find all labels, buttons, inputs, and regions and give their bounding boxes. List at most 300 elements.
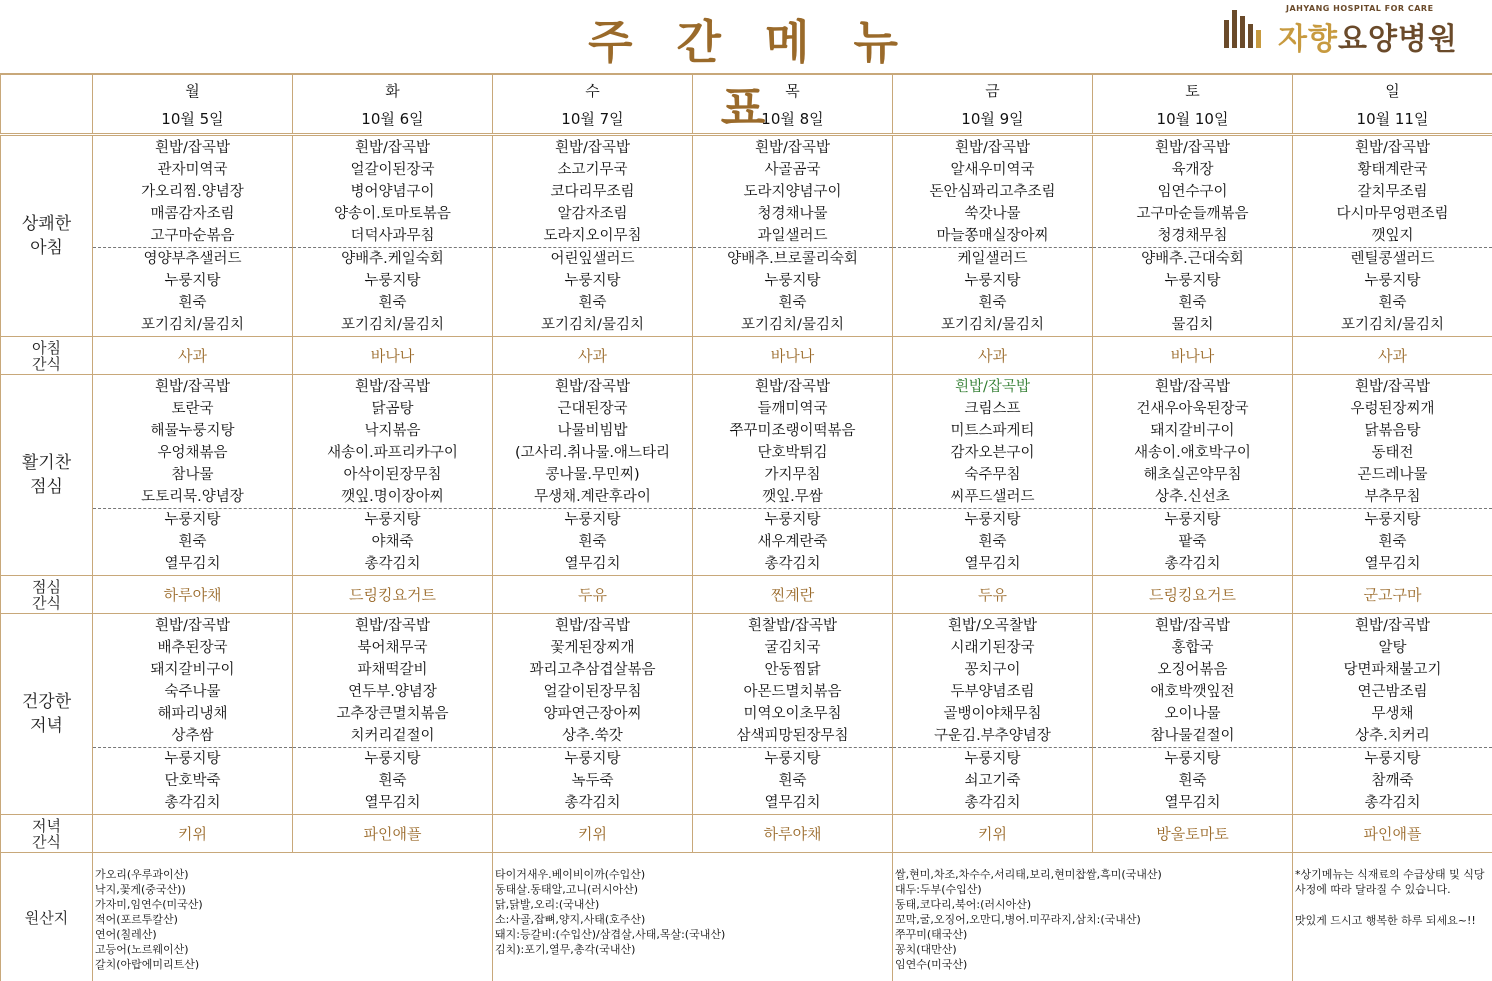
menu-item: 포기김치/물김치: [1341, 317, 1444, 333]
menu-item: 돈안심꽈리고추조림: [929, 184, 1056, 200]
menu-item: 케일샐러드: [957, 251, 1028, 267]
menu-item: 안동찜닭: [764, 662, 821, 678]
breakfast-cell: [1093, 135, 1293, 337]
day-of-week: 월: [185, 82, 200, 100]
label-line: 간식: [32, 354, 61, 373]
menu-item: 흰밥/잡곡밥: [555, 618, 630, 634]
menu-item: 양송이.토마토볶음: [334, 206, 451, 222]
menu-item: 건새우아욱된장국: [1136, 401, 1249, 417]
menu-item: 팥죽: [1178, 534, 1207, 550]
menu-item: 깻잎.명이장아찌: [341, 489, 444, 505]
label-line: 아침: [30, 238, 63, 258]
dinner-cell: [693, 614, 893, 815]
menu-item: 흰죽: [778, 773, 807, 789]
menu-item: 누룽지탕: [1164, 273, 1221, 289]
menu-item: 얼갈이된장국: [350, 162, 435, 178]
menu-item: 배추된장국: [157, 640, 228, 656]
menu-item: 열무김치: [764, 795, 821, 811]
dinner-cell: [1293, 614, 1492, 815]
origin-line: 가자미,임연수(미국산): [95, 898, 203, 911]
menu-item: 도라지양념구이: [743, 184, 842, 200]
menu-item: 열무김치: [564, 556, 621, 572]
menu-item: 누룽지탕: [764, 273, 821, 289]
menu-item: 흰죽: [378, 295, 407, 311]
label-line: 저녁: [32, 816, 61, 835]
menu-item: 흰밥/잡곡밥: [755, 379, 830, 395]
menu-item: 파채떡갈비: [357, 662, 428, 678]
menu-item: 새송이.파프리카구이: [327, 445, 458, 461]
menu-item: 당면파채불고기: [1343, 662, 1442, 678]
menu-item: 포기김치/물김치: [741, 317, 844, 333]
menu-item: 황태계란국: [1357, 162, 1428, 178]
menu-item: 누룽지탕: [1164, 751, 1221, 767]
menu-item: 시래기된장국: [950, 640, 1035, 656]
menu-item: 총각김치: [164, 795, 221, 811]
menu-item: 녹두죽: [571, 773, 614, 789]
menu-item: 흰죽: [178, 295, 207, 311]
snack_ev-cell: [1293, 815, 1492, 853]
menu-item: 아몬드멸치볶음: [743, 684, 842, 700]
menu-item: 총각김치: [364, 556, 421, 572]
menu-item: 누룽지탕: [1164, 512, 1221, 528]
origin-line: 소:사골,잡뼈,양지,사태(호주산): [495, 913, 646, 926]
menu-item: 총각김치: [964, 795, 1021, 811]
menu-item: 고추장큰멸치볶음: [336, 706, 449, 722]
menu-item: 포기김치/물김치: [341, 317, 444, 333]
menu-item: 흰죽: [978, 295, 1007, 311]
menu-item: 사골곰국: [764, 162, 821, 178]
menu-item: 누룽지탕: [1364, 751, 1421, 767]
logo-subtitle: JAHYANG HOSPITAL FOR CARE: [1286, 4, 1434, 13]
menu-item: 해물누룽지탕: [150, 423, 235, 439]
day-header: [493, 75, 693, 135]
menu-item: 흰밥/잡곡밥: [755, 140, 830, 156]
menu-item: 단호박죽: [164, 773, 221, 789]
menu-item: 흰죽: [1178, 295, 1207, 311]
day-header: [293, 75, 493, 135]
menu-item: 양파연근장아찌: [543, 706, 642, 722]
menu-item: 누룽지탕: [964, 512, 1021, 528]
menu-item: 쇠고기죽: [964, 773, 1021, 789]
menu-item: 얼갈이된장무침: [543, 684, 642, 700]
snack-item: 드링킹요거트: [1149, 586, 1236, 604]
menu-item: 가오리찜.양념장: [141, 184, 244, 200]
day-header: [1293, 75, 1492, 135]
menu-item: 꽁치구이: [964, 662, 1021, 678]
label-line: 간식: [32, 593, 61, 612]
label-line: 점심: [30, 477, 63, 497]
snack-item: 바나나: [370, 347, 415, 365]
menu-item: 삼색피망된장무침: [736, 728, 849, 744]
origin-line: 꼬막,굴,오징어,오만디,병어.미꾸라지,삼치:(국내산): [895, 913, 1141, 926]
label-line: 활기찬: [21, 453, 72, 473]
menu-item: 총각김치: [1164, 556, 1221, 572]
origin-col2: [493, 853, 893, 981]
snack-item: 파인애플: [1363, 825, 1422, 843]
snack-item: 하루야채: [163, 586, 222, 604]
menu-item: 나물비빔밥: [557, 423, 628, 439]
menu-item: 누룽지탕: [364, 512, 421, 528]
menu-item: 영양부추샐러드: [143, 251, 242, 267]
weekly-menu-table: [0, 74, 1492, 981]
menu-item: 양배추.브로콜리숙회: [727, 251, 858, 267]
menu-item: 미역오이초무침: [743, 706, 842, 722]
menu-item: 렌틸콩샐러드: [1350, 251, 1435, 267]
logo-name: [1278, 14, 1458, 58]
menu-item: 양배추.근대숙회: [1141, 251, 1244, 267]
origin-line: 고등어(노르웨이산): [95, 943, 189, 956]
menu-item: 아삭이된장무침: [343, 467, 442, 483]
menu-item: 흰밥/오곡찰밥: [948, 618, 1037, 634]
day-header: [893, 75, 1093, 135]
lunch-cell: [493, 375, 693, 576]
breakfast-cell: [293, 135, 493, 337]
menu-item: (고사리.취나물.애느타리: [515, 445, 670, 461]
menu-item: 연근밤조림: [1357, 684, 1428, 700]
spacer: [1295, 897, 1490, 913]
label-line: 간식: [32, 832, 61, 851]
origin-col3: [893, 853, 1293, 981]
menu-item: 누룽지탕: [964, 751, 1021, 767]
lunch-cell: [293, 375, 493, 576]
menu-item: 구운김.부추양념장: [934, 728, 1051, 744]
snack_pm-row: [1, 576, 1492, 614]
menu-item: 쑥갓나물: [964, 206, 1021, 222]
dinner-cell: [1093, 614, 1293, 815]
menu-item: 흰죽: [978, 534, 1007, 550]
menu-item: 누룽지탕: [564, 512, 621, 528]
menu-item: 누룽지탕: [564, 273, 621, 289]
snack_pm-label: [1, 576, 93, 614]
menu-item: 동태전: [1371, 445, 1414, 461]
day-date: 10월 5일: [161, 110, 224, 128]
breakfast-cell: [893, 135, 1093, 337]
day-header: [693, 75, 893, 135]
breakfast-row: [1, 135, 1492, 337]
menu-item: 흰밥/잡곡밥: [955, 140, 1030, 156]
snack-item: 방울토마토: [1156, 825, 1229, 843]
menu-item: 꽃게된장찌개: [550, 640, 635, 656]
menu-item: 무생채.계란후라이: [534, 489, 651, 505]
snack-item: 찐계란: [770, 586, 815, 604]
menu-item: 숙주나물: [164, 684, 221, 700]
menu-item: 흰밥/잡곡밥: [155, 618, 230, 634]
corner-cell: [1, 75, 93, 135]
menu-item: 총각김치: [764, 556, 821, 572]
origin-line: 동태살.동태알,고니(러시아산): [495, 883, 639, 896]
origin-line: 가오리(우루과이산): [95, 868, 189, 881]
day-of-week: 목: [785, 82, 800, 100]
menu-item: 열무김치: [1364, 556, 1421, 572]
menu-item: 낙지볶음: [364, 423, 421, 439]
menu-item: 소고기무국: [557, 162, 628, 178]
dinner-cell: [93, 614, 293, 815]
dinner-cell: [893, 614, 1093, 815]
label-line: 건강한: [21, 692, 72, 712]
snack-item: 파인애플: [363, 825, 422, 843]
snack_am-row: [1, 337, 1492, 375]
snack_am-cell: [893, 337, 1093, 375]
notice-cell: [1293, 853, 1492, 981]
snack-item: 키위: [978, 825, 1007, 843]
label-line: 저녁: [30, 716, 63, 736]
day-of-week: 화: [385, 82, 400, 100]
day-date: 10월 6일: [361, 110, 424, 128]
menu-item: 흰밥/잡곡밥: [1155, 140, 1230, 156]
menu-item: 흰밥/잡곡밥: [355, 618, 430, 634]
menu-item: 흰죽: [1178, 773, 1207, 789]
menu-item: 고구마순볶음: [150, 228, 235, 244]
label-line: 점심: [32, 577, 61, 596]
menu-item: 청경채나물: [757, 206, 828, 222]
snack_pm-cell: [293, 576, 493, 614]
menu-item: 더덕사과무침: [350, 228, 435, 244]
dinner-row: [1, 614, 1492, 815]
menu-item: 흰죽: [1378, 295, 1407, 311]
menu-item: 알감자조림: [557, 206, 628, 222]
dinner-cell: [293, 614, 493, 815]
menu-item: 연두부.양념장: [348, 684, 437, 700]
menu-item: 누룽지탕: [764, 751, 821, 767]
menu-item: 홍합국: [1171, 640, 1214, 656]
day-header: [93, 75, 293, 135]
menu-item: 흰밥/잡곡밥: [155, 379, 230, 395]
menu-item: 관자미역국: [157, 162, 228, 178]
menu-item: 참나물: [171, 467, 214, 483]
breakfast-label: [1, 135, 93, 337]
menu-item: 흰죽: [778, 295, 807, 311]
menu-item: 다시마무엉편조림: [1336, 206, 1449, 222]
menu-item: 참깨죽: [1371, 773, 1414, 789]
snack-item: 하루야채: [763, 825, 822, 843]
logo-bars-icon: [1222, 6, 1266, 50]
hospital-logo: [1222, 4, 1484, 57]
day-of-week: 일: [1385, 82, 1400, 100]
origin-col1: [93, 853, 493, 981]
menu-item: 청경채무침: [1157, 228, 1228, 244]
label-line: 상쾌한: [21, 214, 72, 234]
snack_pm-cell: [1093, 576, 1293, 614]
snack_pm-cell: [893, 576, 1093, 614]
menu-item: 흰죽: [578, 295, 607, 311]
menu-item: 누룽지탕: [1364, 512, 1421, 528]
menu-item: 병어양념구이: [350, 184, 435, 200]
menu-item: 양배추.케일숙회: [341, 251, 444, 267]
day-date: 10월 9일: [961, 110, 1024, 128]
menu-item: 쭈꾸미조랭이떡볶음: [729, 423, 856, 439]
menu-item: 골뱅이야채무침: [943, 706, 1042, 722]
snack_ev-cell: [1093, 815, 1293, 853]
menu-item: 오징어볶음: [1157, 662, 1228, 678]
menu-item: 단호박튀김: [757, 445, 828, 461]
snack-item: 사과: [1378, 347, 1407, 365]
menu-item: 물김치: [1171, 317, 1214, 333]
menu-item: 총각김치: [564, 795, 621, 811]
day-date: 10월 11일: [1356, 110, 1429, 128]
snack_am-cell: [493, 337, 693, 375]
menu-item: 알새우미역국: [950, 162, 1035, 178]
snack_pm-cell: [493, 576, 693, 614]
menu-item: 상추.신선초: [1155, 489, 1230, 505]
menu-item: 숙주무침: [964, 467, 1021, 483]
menu-item: 매콤감자조림: [150, 206, 235, 222]
menu-item: 흰밥/잡곡밥: [955, 379, 1030, 395]
menu-item: 누룽지탕: [164, 512, 221, 528]
lunch-cell: [93, 375, 293, 576]
menu-item: 누룽지탕: [164, 751, 221, 767]
menu-item: 우렁된장찌개: [1350, 401, 1435, 417]
menu-item: 누룽지탕: [364, 751, 421, 767]
origin-line: 임연수(미국산): [895, 958, 968, 971]
menu-item: 흰밥/잡곡밥: [1155, 379, 1230, 395]
menu-item: 두부양념조림: [950, 684, 1035, 700]
menu-item: 흰밥/잡곡밥: [1355, 618, 1430, 634]
menu-item: 흰밥/잡곡밥: [355, 379, 430, 395]
menu-item: 굴김치국: [764, 640, 821, 656]
menu-item: 흰밥/잡곡밥: [155, 140, 230, 156]
menu-item: 열무김치: [164, 556, 221, 572]
menu-item: 가지무침: [764, 467, 821, 483]
snack_ev-row: [1, 815, 1492, 853]
menu-item: 흰찰밥/잡곡밥: [748, 618, 837, 634]
lunch-cell: [1093, 375, 1293, 576]
menu-item: 흰밥/잡곡밥: [1355, 379, 1430, 395]
menu-item: 흰죽: [378, 773, 407, 789]
menu-item: 흰죽: [1378, 534, 1407, 550]
snack-item: 바나나: [1170, 347, 1215, 365]
snack_am-cell: [693, 337, 893, 375]
menu-item: 흰밥/잡곡밥: [1355, 140, 1430, 156]
day-header: [1093, 75, 1293, 135]
snack_ev-cell: [693, 815, 893, 853]
snack_am-cell: [93, 337, 293, 375]
menu-item: 누룽지탕: [1364, 273, 1421, 289]
menu-item: 코다리무조림: [550, 184, 635, 200]
menu-item: 닭곰탕: [371, 401, 414, 417]
origin-line: 타이거새우.베이비이까(수입산): [495, 868, 646, 881]
menu-item: 과일샐러드: [757, 228, 828, 244]
origin-line: 닭,닭발,오리:(국내산): [495, 898, 600, 911]
menu-item: 꽈리고추삼겹살볶음: [529, 662, 656, 678]
menu-item: 흰밥/잡곡밥: [355, 140, 430, 156]
snack-item: 바나나: [770, 347, 815, 365]
menu-item: 오이나물: [1164, 706, 1221, 722]
menu-item: 무생채: [1371, 706, 1414, 722]
day-of-week: 토: [1185, 82, 1200, 100]
menu-item: 고구마순들깨볶음: [1136, 206, 1249, 222]
menu-item: 새송이.애호박구이: [1134, 445, 1251, 461]
menu-item: 마늘쫑매실장아찌: [936, 228, 1049, 244]
snack_ev-cell: [293, 815, 493, 853]
day-of-week: 금: [985, 82, 1000, 100]
menu-item: 열무김치: [1164, 795, 1221, 811]
snack-item: 키위: [178, 825, 207, 843]
menu-item: 크림스프: [964, 401, 1021, 417]
menu-item: 어린잎샐러드: [550, 251, 635, 267]
notice-text: *상기메뉴는 식재료의 수급상태 및 식당 사정에 따라 달라질 수 있습니다.: [1295, 868, 1485, 896]
menu-item: 임연수구이: [1157, 184, 1228, 200]
menu-item: 깻잎.무쌈: [762, 489, 823, 505]
menu-item: 누룽지탕: [164, 273, 221, 289]
breakfast-cell: [693, 135, 893, 337]
menu-item: 치커리겉절이: [350, 728, 435, 744]
menu-item: 누룽지탕: [564, 751, 621, 767]
snack-item: 두유: [578, 586, 607, 604]
menu-item: 돼지갈비구이: [150, 662, 235, 678]
snack-item: 키위: [578, 825, 607, 843]
menu-item: 참나물겉절이: [1150, 728, 1235, 744]
snack_am-label: [1, 337, 93, 375]
menu-item: 콩나물.무민찌): [545, 467, 640, 483]
snack-item: 드링킹요거트: [349, 586, 436, 604]
menu-item: 열무김치: [364, 795, 421, 811]
snack_pm-cell: [93, 576, 293, 614]
day-of-week: 수: [585, 82, 600, 100]
snack-item: 군고구마: [1363, 586, 1422, 604]
snack_am-cell: [1293, 337, 1492, 375]
origin-line: 갈치(아랍에미리트산): [95, 958, 200, 971]
snack-item: 사과: [178, 347, 207, 365]
menu-item: 야채죽: [371, 534, 414, 550]
day-header-row: [1, 75, 1492, 135]
origin-line: 동태,코다리,북어:(러시아산): [895, 898, 1032, 911]
dinner-cell: [493, 614, 693, 815]
menu-item: 부추무침: [1364, 489, 1421, 505]
menu-item: 육개장: [1171, 162, 1214, 178]
origin-line: 쌀,현미,차조,차수수,서리태,보리,현미찹쌀,흑미(국내산): [895, 868, 1162, 881]
snack-item: 사과: [978, 347, 1007, 365]
menu-item: 알탕: [1378, 640, 1407, 656]
origin-line: 낙지,꽃게(중국산)): [95, 883, 186, 896]
menu-item: 토란국: [171, 401, 214, 417]
menu-item: 갈치무조림: [1357, 184, 1428, 200]
origin-line: 쭈꾸미(태국산): [895, 928, 968, 941]
greeting-text: 맛있게 드시고 행복한 하루 되세요~!!: [1295, 914, 1476, 927]
snack_ev-cell: [93, 815, 293, 853]
menu-item: 흰밥/잡곡밥: [555, 379, 630, 395]
day-date: 10월 7일: [561, 110, 624, 128]
origin-row: [1, 853, 1492, 981]
menu-item: 씨푸드샐러드: [950, 489, 1035, 505]
origin-label: 원산지: [1, 853, 93, 981]
menu-item: 도라지오이무침: [543, 228, 642, 244]
menu-item: 해파리냉채: [157, 706, 228, 722]
snack_ev-cell: [493, 815, 693, 853]
menu-item: 총각김치: [1364, 795, 1421, 811]
menu-item: 돼지갈비구이: [1150, 423, 1235, 439]
origin-line: 적어(포르투칼산): [95, 913, 178, 926]
snack_am-cell: [293, 337, 493, 375]
snack_am-cell: [1093, 337, 1293, 375]
origin-line: 꽁치(대만산): [895, 943, 957, 956]
menu-item: 새우계란죽: [757, 534, 828, 550]
lunch-cell: [893, 375, 1093, 576]
menu-item: 상추쌈: [171, 728, 214, 744]
day-date: 10월 10일: [1156, 110, 1229, 128]
label-line: 아침: [32, 338, 61, 357]
snack_pm-cell: [1293, 576, 1492, 614]
page-title: 주 간 메 뉴 표: [588, 15, 912, 135]
menu-item: 애호박깻잎전: [1150, 684, 1235, 700]
menu-item: 포기김치/물김치: [941, 317, 1044, 333]
breakfast-cell: [493, 135, 693, 337]
menu-item: 누룽지탕: [364, 273, 421, 289]
menu-item: 열무김치: [964, 556, 1021, 572]
snack_pm-cell: [693, 576, 893, 614]
breakfast-cell: [1293, 135, 1492, 337]
dinner-label: [1, 614, 93, 815]
snack-item: 사과: [578, 347, 607, 365]
